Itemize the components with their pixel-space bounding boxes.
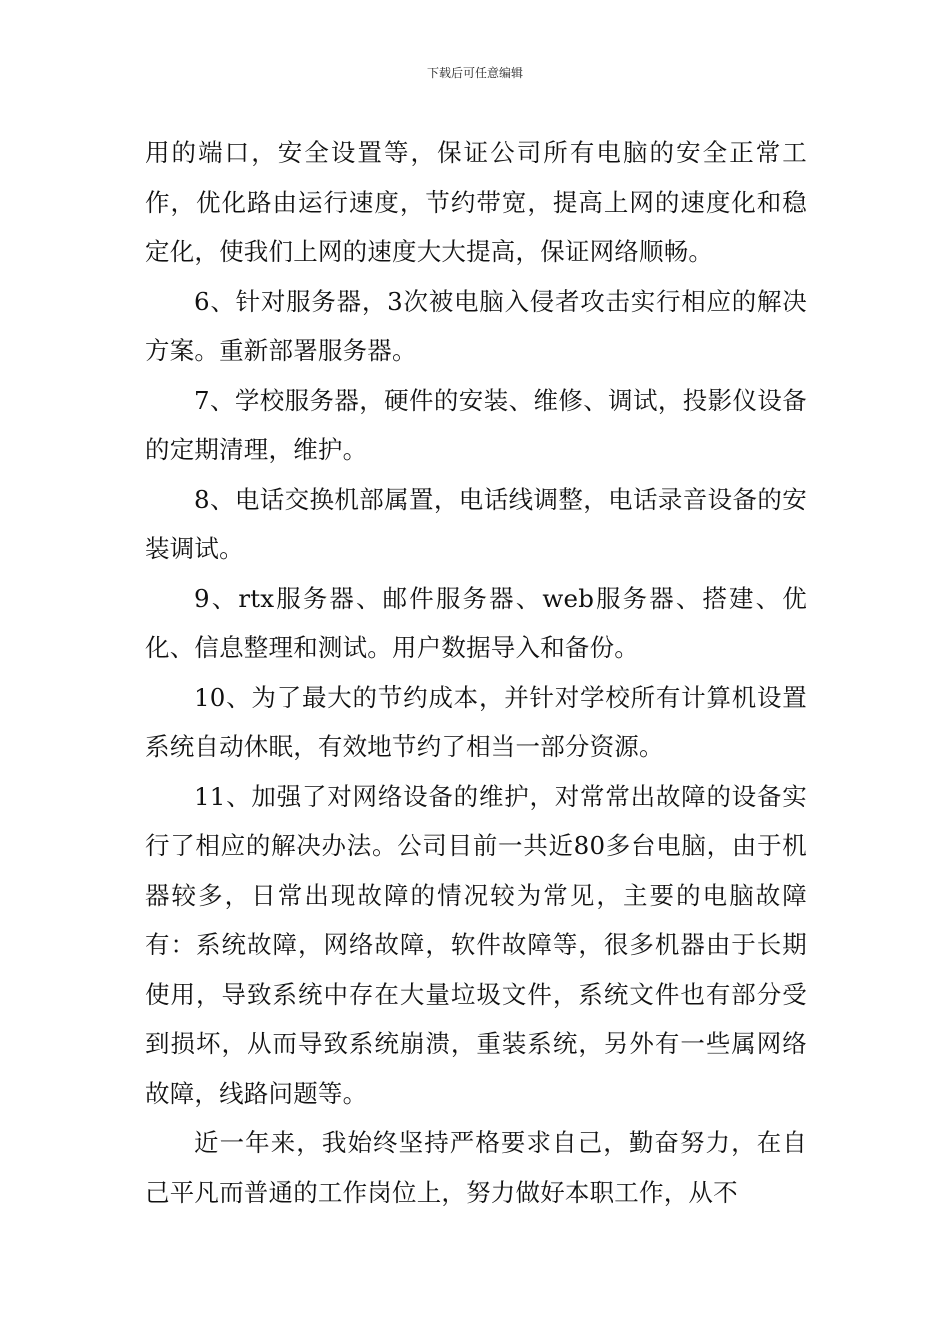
paragraph-continuation: 用的端口，安全设置等，保证公司所有电脑的安全正常工作，优化路由运行速度，节约带宽，提高上网的速度化和稳定化，使我们上网的速度大大提高，保证网络顺畅。 <box>145 138 807 266</box>
paragraph-item-10: 10、为了最大的节约成本，并针对学校所有计算机设置系统自动休眠，有效地节约了相当一部分资源。 <box>145 682 807 761</box>
paragraph-summary: 近一年来，我始终坚持严格要求自己，勤奋努力，在自己平凡而普通的工作岗位上，努力做好本职工作，从不 <box>145 1128 807 1207</box>
page-header: 下载后可任意编辑 <box>426 66 523 80</box>
paragraph-item-6: 6、针对服务器，3次被电脑入侵者攻击实行相应的解决方案。重新部署服务器。 <box>145 286 807 365</box>
paragraph-item-9: 9、rtx服务器、邮件服务器、web服务器、搭建、优化、信息整理和测试。用户数据导入和备份。 <box>145 583 807 662</box>
paragraph-item-7: 7、学校服务器，硬件的安装、维修、调试，投影仪设备的定期清理，维护。 <box>145 385 807 464</box>
paragraph-item-11: 11、加强了对网络设备的维护，对常常出故障的设备实行了相应的解决办法。公司目前一共近80多台电脑，由于机器较多，日常出现故障的情况较为常见，主要的电脑故障有：系统故障，网络故障，软件故障等，很多机器由于长期使用，导致系统中存在大量垃圾文件，系统文件也有部分受到损坏，从而导致系统崩溃，重装系统，另外有一些属网络故障，线路问题等。 <box>145 781 807 1108</box>
document-body <box>145 128 807 1217</box>
paragraph-item-8: 8、电话交换机部属置，电话线调整，电话录音设备的安装调试。 <box>145 484 807 563</box>
